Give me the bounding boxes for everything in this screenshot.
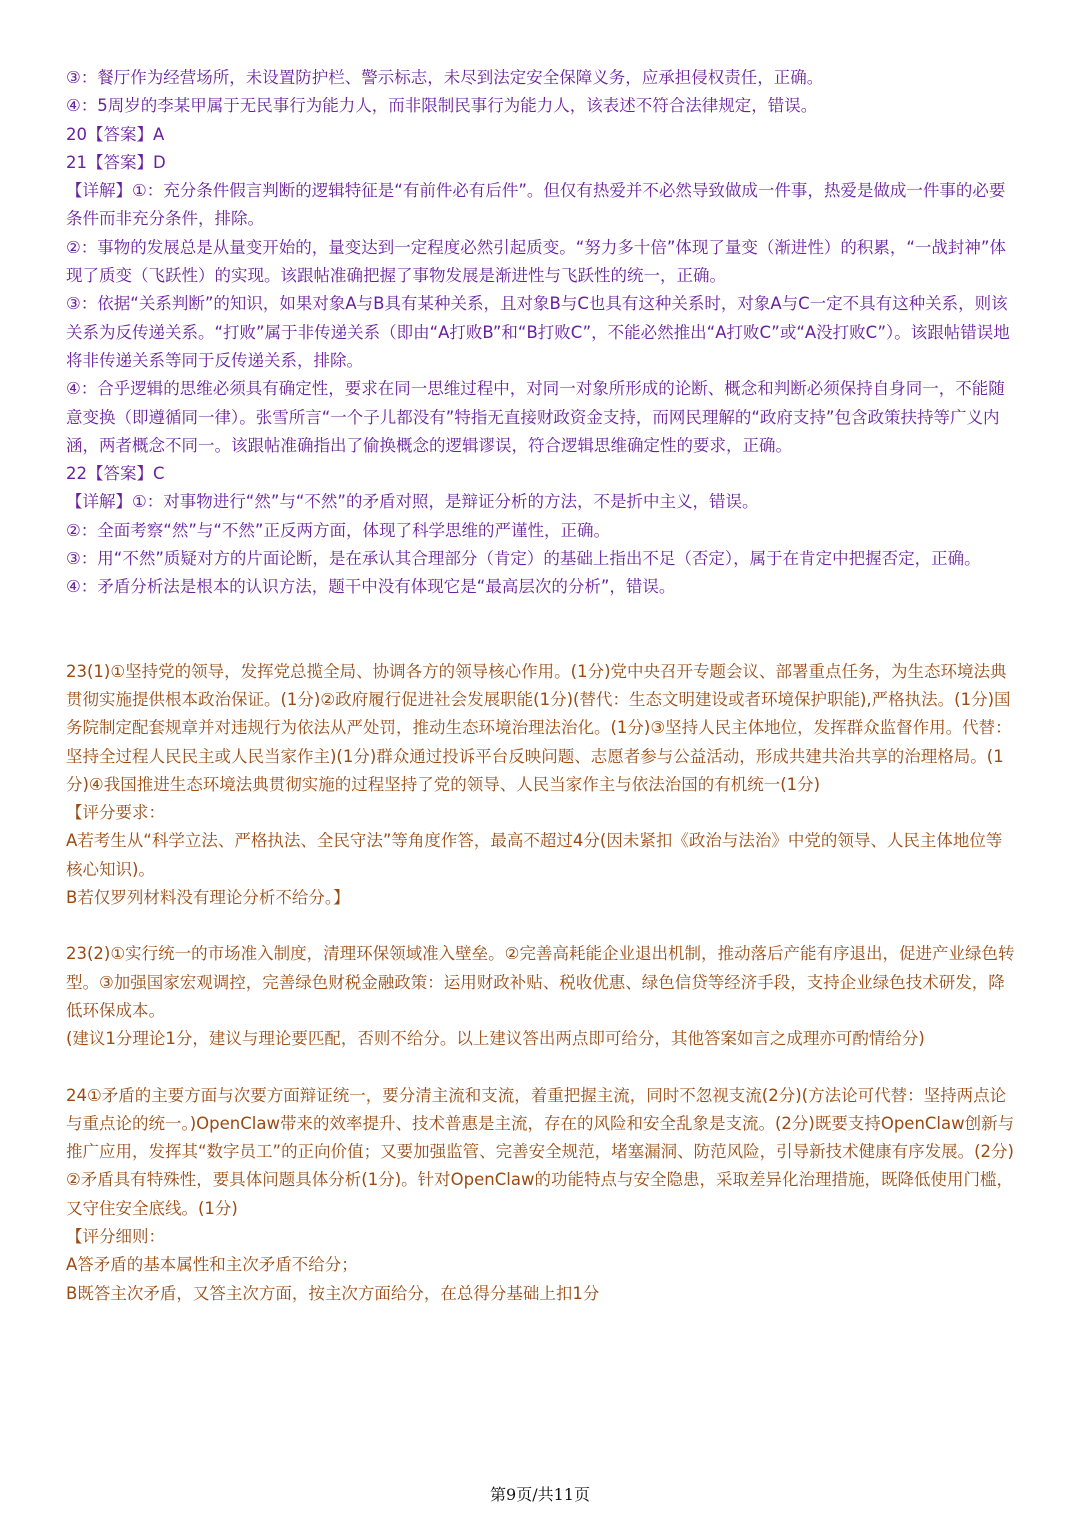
scoring-item-b: B既答主次矛盾，又答主次方面，按主次方面给分，在总得分基础上扣1分 [66,1283,600,1303]
paragraph: ④：5周岁的李某甲属于无民事行为能力人，而非限制民事行为能力人，该表述不符合法律规定，错误。 [66,96,818,116]
scoring-header: 【评分要求： [66,803,165,823]
paragraph: 24①矛盾的主要方面与次要方面辩证统一，要分清主流和支流，着重把握主流，同时不忽视支流(2分)(方法论可代替：坚持两点论与重点论的统一。)OpenClaw带来的效率提升、技术普惠是主流，存在的风险和安全乱象是支流。(2分)既要支持OpenClaw创新与推广应用，发挥其“数字员工”的正向价值；又要加强监管、完善安全规范，堵塞漏洞、防范风险，引导新技术健康有序发展。(2分) [66,1085,1015,1162]
scoring-header: 【评分细则： [66,1226,165,1246]
paragraph: ②：全面考察“然”与“不然”正反两方面，体现了科学思维的严谨性，正确。 [66,520,610,540]
paragraph: ②矛盾具有特殊性，要具体问题具体分析(1分)。针对OpenClaw的功能特点与安全隐患，采取差异化治理措施，既降低使用门槛，又守住安全底线。(1分) [66,1170,1013,1218]
paragraph: ③：依据“关系判断”的知识，如果对象A与B具有某种关系，且对象B与C也具有这种关系时，对象A与C一定不具有这种关系，则该关系为反传递关系。“打败”属于非传递关系（即由“A打败B”和“B打败C”，不能必然推出“A打败C”或“A没打败C”）。该跟帖错误地将非传递关系等同于反传递关系，排除。 [66,294,1010,370]
paragraph: ②：事物的发展总是从量变开始的，量变达到一定程度必然引起质变。“努力多十倍”体现了量变（渐进性）的积累，“一战封神”体现了质变（飞跃性）的实现。该跟帖准确把握了事物发展是渐进性与飞跃性的统一，正确。 [66,237,1006,286]
paragraph: 【详解】①：对事物进行“然”与“不然”的矛盾对照，是辩证分析的方法，不是折中主义，错误。 [66,492,759,512]
scoring-item-a: A若考生从“科学立法、严格执法、全民守法”等角度作答，最高不超过4分(因未紧扣《政治与法治》中党的领导、人民主体地位等核心知识)。 [66,831,1003,879]
answer-20: 20【答案】A [66,124,165,144]
spacer [66,912,1016,940]
paragraph: (建议1分理论1分，建议与理论要匹配，否则不给分。以上建议答出两点即可给分，其他答案如言之成理亦可酌情给分) [66,1029,925,1049]
answer-section-23-1 [66,658,1016,913]
paragraph: ③：餐厅作为经营场所，未设置防护栏、警示标志，未尽到法定安全保障义务，应承担侵权责任，正确。 [66,68,824,87]
spacer [66,602,1016,658]
paragraph: ③：用“不然”质疑对方的片面论断，是在承认其合理部分（肯定）的基础上指出不足（否定），属于在肯定中把握否定，正确。 [66,549,981,569]
paragraph: 23(2)①实行统一的市场准入制度，清理环保领域准入壁垒。②完善高耗能企业退出机制，推动落后产能有序退出，促进产业绿色转型。③加强国家宏观调控，完善绿色财税金融政策：运用财政补贴、税收优惠、绿色信贷等经济手段，支持企业绿色技术研发，降低环保成本。 [66,944,1015,1020]
answer-section-24 [66,1082,1016,1308]
answer-22: 22【答案】C [66,464,165,484]
paragraph: 23(1)①坚持党的领导，发挥党总揽全局、协调各方的领导核心作用。(1分)党中央召开专题会议、部署重点任务，为生态环境法典贯彻实施提供根本政治保证。(1分)②政府履行促进社会发展职能(1分)(替代：生态文明建设或者环境保护职能),严格执法。(1分)国务院制定配套规章并对违规行为依法从严处罚，推动生态环境治理法治化。(1分)③坚持人民主体地位，发挥群众监督作用。代替：坚持全过程人民民主或人民当家作主)(1分)群众通过投诉平台反映问题、志愿者参与公益活动，形成共建共治共享的治理格局。(1分)④我国推进生态环境法典贯彻实施的过程坚持了党的领导、人民当家作主与依法治国的有机统一(1分) [66,661,1012,794]
answer-21: 21【答案】D [66,152,166,172]
spacer [66,1054,1016,1082]
page-number-footer: 第9页/共11页 [490,1485,590,1504]
paragraph: ④：矛盾分析法是根本的认识方法，题干中没有体现它是“最高层次的分析”，错误。 [66,577,676,597]
answer-section-19-22 [66,64,1016,602]
scoring-item-b: B若仅罗列材料没有理论分析不给分。】 [66,888,350,908]
answer-section-23-2 [66,940,1016,1053]
document-page [66,64,1016,1308]
paragraph: ④：合乎逻辑的思维必须具有确定性，要求在同一思维过程中，对同一对象所形成的论断、概念和判断必须保持自身同一，不能随意变换（即遵循同一律）。张雪所言“一个子儿都没有”特指无直接财政资金支持，而网民理解的“政府支持”包含政策扶持等广义内涵，两者概念不同一。该跟帖准确指出了偷换概念的逻辑谬误，符合逻辑思维确定性的要求，正确。 [66,379,1005,455]
paragraph: 【详解】①：充分条件假言判断的逻辑特征是“有前件必有后件”。但仅有热爱并不必然导致做成一件事，热爱是做成一件事的必要条件而非充分条件，排除。 [66,181,1006,229]
scoring-item-a: A答矛盾的基本属性和主次矛盾不给分； [66,1255,358,1275]
